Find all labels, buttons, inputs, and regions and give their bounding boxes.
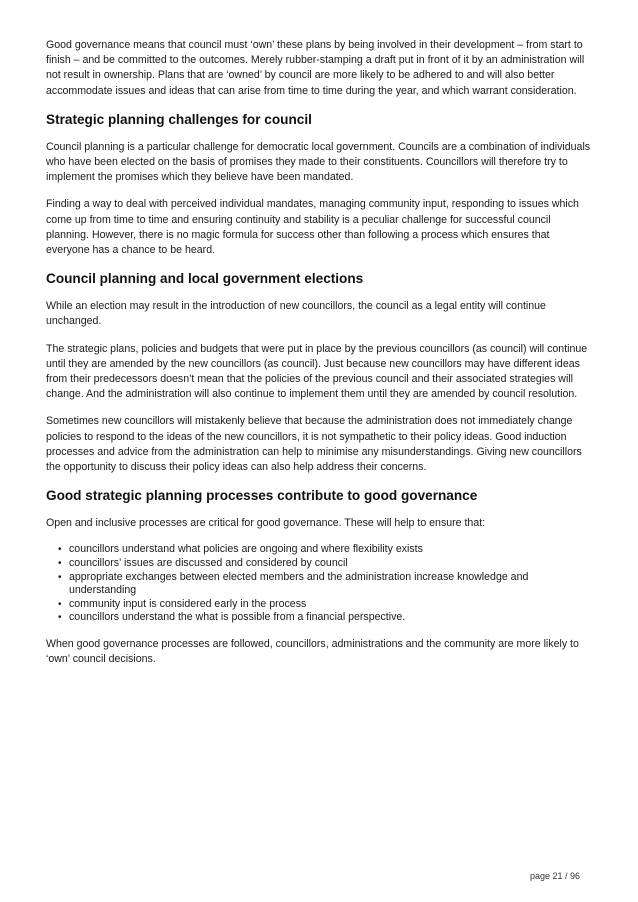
heading-good-planning-processes: Good strategic planning processes contribute to good governance (46, 488, 478, 504)
list-item (58, 611, 594, 625)
document-page (46, 38, 594, 679)
bullet-icon: • (58, 558, 62, 570)
list-item (58, 598, 594, 612)
list-item-text: councillors’ issues are discussed and considered by council (69, 557, 348, 570)
page-number: page 21 / 96 (529, 871, 580, 881)
bullet-icon: • (58, 598, 62, 610)
list-item-text: councillors understand what policies are ongoing and where flexibility exists (69, 543, 423, 556)
paragraph-challenges-2: Finding a way to deal with perceived individual mandates, managing community input, responding to issues which come up from time to time and ensuring continuity and stability is a peculiar challenge for successful council planning. However, there is no magic formula for success other than following a process which ensures that everyone has a chance to be heard. (46, 198, 579, 257)
list-item (58, 571, 594, 598)
list-item (58, 557, 594, 571)
paragraph-elections-1: While an election may result in the introduction of new councillors, the council as a legal entity will continue unchanged. (46, 300, 546, 328)
heading-council-planning-elections: Council planning and local government elections (46, 271, 364, 287)
governance-bullet-list (46, 543, 594, 625)
paragraph-processes-outro: When good governance processes are followed, councillors, administrations and the community are more likely to ‘own’ council decisions. (46, 638, 579, 666)
list-item-text: councillors understand the what is possible from a financial perspective. (69, 611, 406, 624)
list-item-text: appropriate exchanges between elected members and the administration increase knowledge and understanding (69, 570, 529, 597)
heading-strategic-planning-challenges: Strategic planning challenges for council (46, 111, 312, 127)
paragraph-challenges-1: Council planning is a particular challenge for democratic local government. Councils are a combination of individuals who have been elected on the basis of promises they made to their constituents. Councillors will therefore try to implement the promises which they believe have been mandated. (46, 140, 591, 184)
paragraph-processes-intro: Open and inclusive processes are critical for good governance. These will help to ensure that: (46, 517, 486, 530)
paragraph-intro: Good governance means that council must ‘own’ these plans by being involved in their development – from start to finish – and be committed to the outcomes. Merely rubber-stamping a draft put in front of it by an administration will not result in ownership. Plans that are ‘owned’ by council are more likely to be adhered to and will also better accommodate issues and ideas that can arise from time to time during the year, and which warrant consideration. (46, 39, 585, 97)
bullet-icon: • (58, 544, 62, 556)
bullet-icon: • (58, 612, 62, 624)
paragraph-elections-2: The strategic plans, policies and budgets that were put in place by the previous councillors (as council) will continue until they are amended by the new councillors (as council). Just because new councillors may have different ideas from their predecessors doesn’t mean that the policies of the previous council and their associated strategies will change. And the administration will also continue to implement them until they are amended by council resolution. (46, 342, 588, 401)
list-item-text: community input is considered early in the process (69, 597, 307, 610)
bullet-icon: • (58, 571, 62, 583)
list-item (58, 543, 594, 557)
paragraph-elections-3: Sometimes new councillors will mistakenly believe that because the administration does not immediately change policies to respond to the ideas of the new councillors, it is not sympathetic to their policy ideas. Good induction processes and advice from the administration can help to minimise any misunderstandings. Giving new councillors the opportunity to discuss their policy ideas can also help address their concerns. (46, 415, 582, 474)
